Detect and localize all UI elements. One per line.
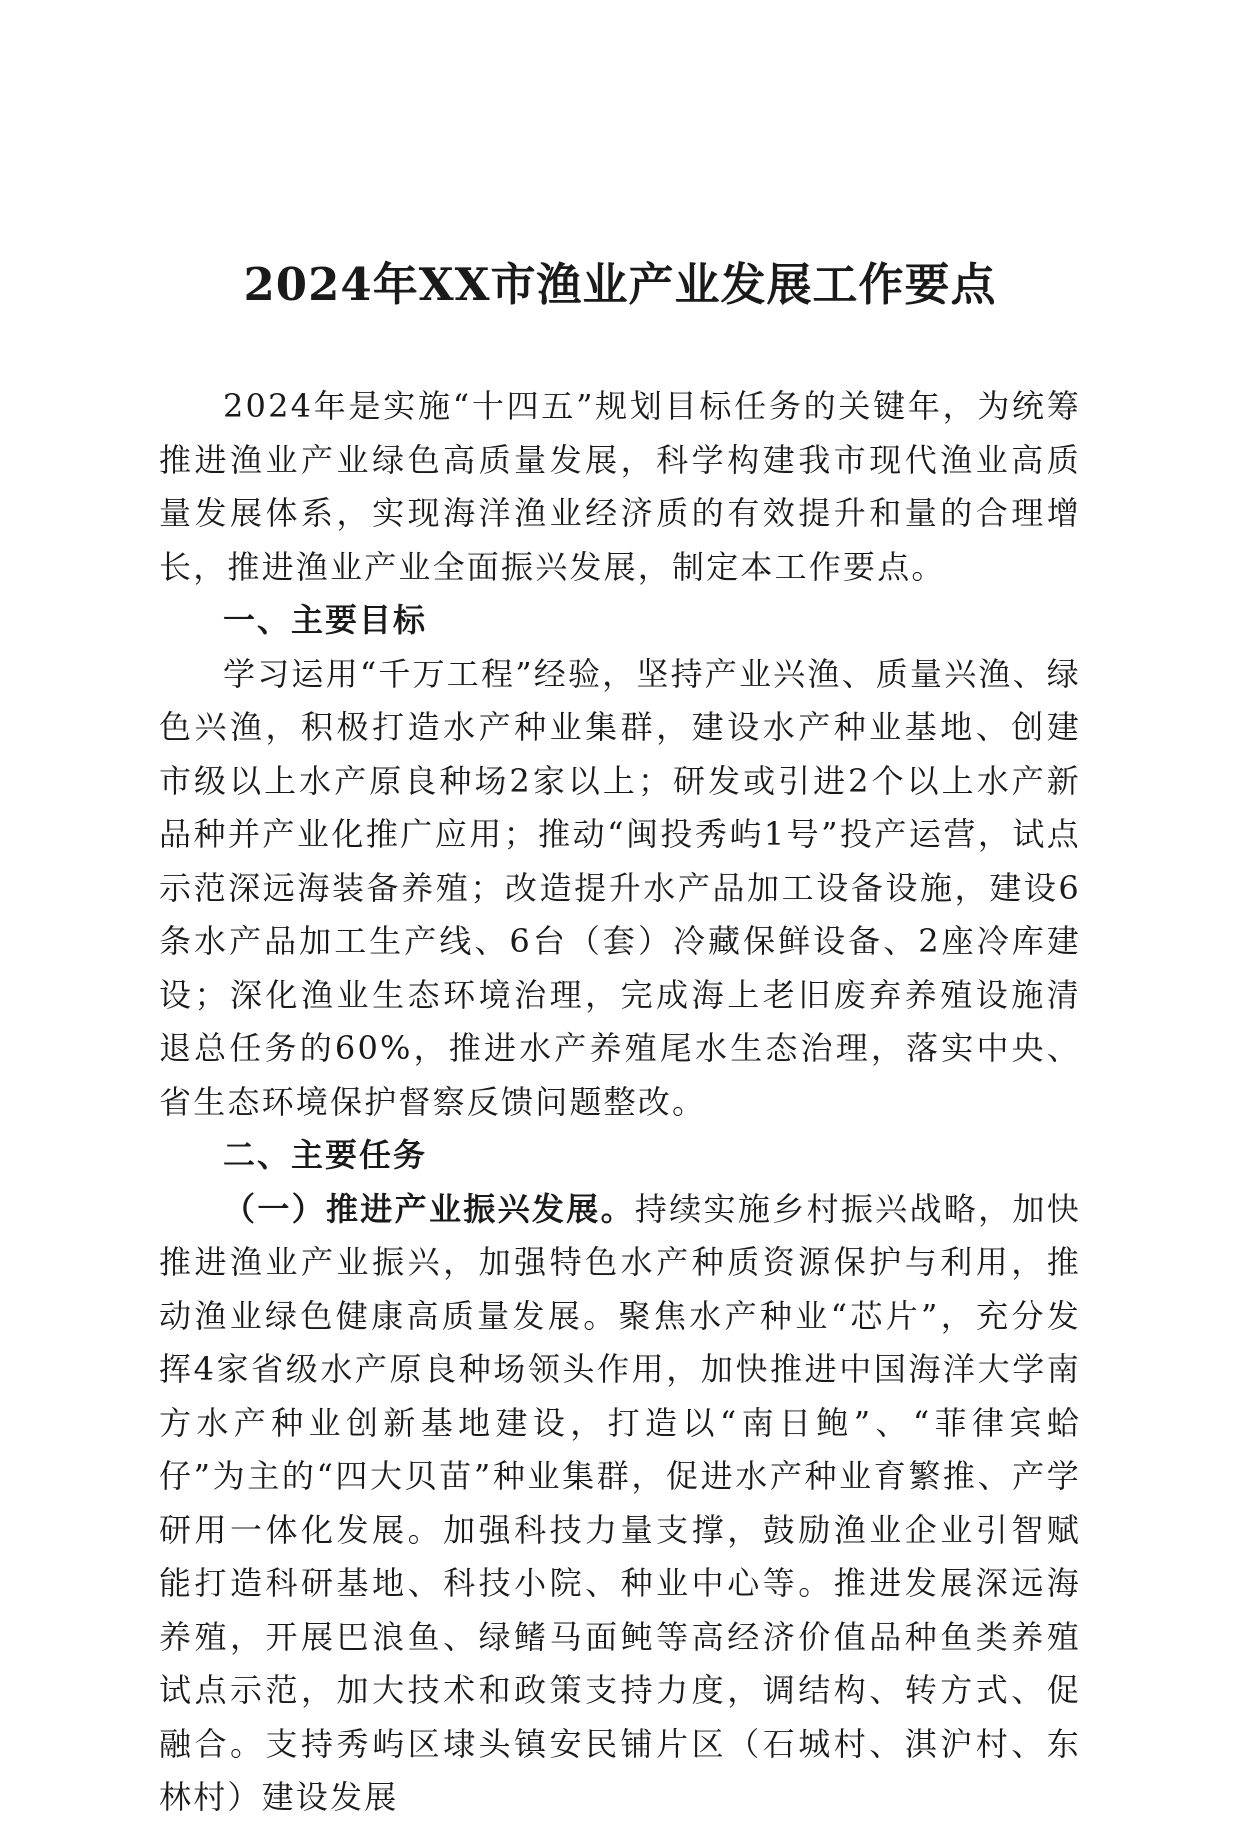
intro-paragraph: 2024年是实施“十四五”规划目标任务的关键年，为统筹推进渔业产业绿色高质量发展，科学构建我市现代渔业高质量发展体系，实现海洋渔业经济质的有效提升和量的合理增长，推进渔业产业全面振兴发展，制定本工作要点。 (159, 387, 1081, 586)
task-1-paragraph (159, 1183, 1081, 1825)
section-heading-main-tasks: 二、主要任务 (223, 1136, 428, 1174)
section-heading-main-goals: 一、主要目标 (223, 601, 428, 639)
task-1-lead: （一）推进产业振兴发展。 (223, 1189, 635, 1228)
main-goals-paragraph: 学习运用“千万工程”经验，坚持产业兴渔、质量兴渔、绿色兴渔，积极打造水产种业集群，建设水产种业基地、创建市级以上水产原良种场2家以上；研发或引进2个以上水产新品种并产业化推广应用；推动“闽投秀屿1号”投产运营，试点示范深远海装备养殖；改造提升水产品加工设备设施，建设6条水产品加工生产线、6台（套）冷藏保鲜设备、2座冷库建设；深化渔业生态环境治理，完成海上老旧废弃养殖设施清退总任务的60%，推进水产养殖尾水生态治理，落实中央、省生态环境保护督察反馈问题整改。 (159, 654, 1081, 1121)
document-body (159, 380, 1081, 1825)
document-title: 2024年XX市渔业产业发展工作要点 (243, 258, 997, 311)
task-1-text: 持续实施乡村振兴战略，加快推进渔业产业振兴，加强特色水产种质资源保护与利用，推动渔业绿色健康高质量发展。聚焦水产种业“芯片”，充分发挥4家省级水产原良种场领头作用，加快推进中国海洋大学南方水产种业创新基地建设，打造以“南日鲍”、“菲律宾蛤仔”为主的“四大贝苗”种业集群，促进水产种业育繁推、产学研用一体化发展。加强科技力量支撑，鼓励渔业企业引智赋能打造科研基地、科技小院、种业中心等。推进发展深远海养殖，开展巴浪鱼、绿鳍马面鲀等高经济价值品种鱼类养殖试点示范，加大技术和政策支持力度，调结构、转方式、促融合。支持秀屿区埭头镇安民铺片区（石城村、淇沪村、东林村）建设发展 (159, 1189, 1081, 1816)
